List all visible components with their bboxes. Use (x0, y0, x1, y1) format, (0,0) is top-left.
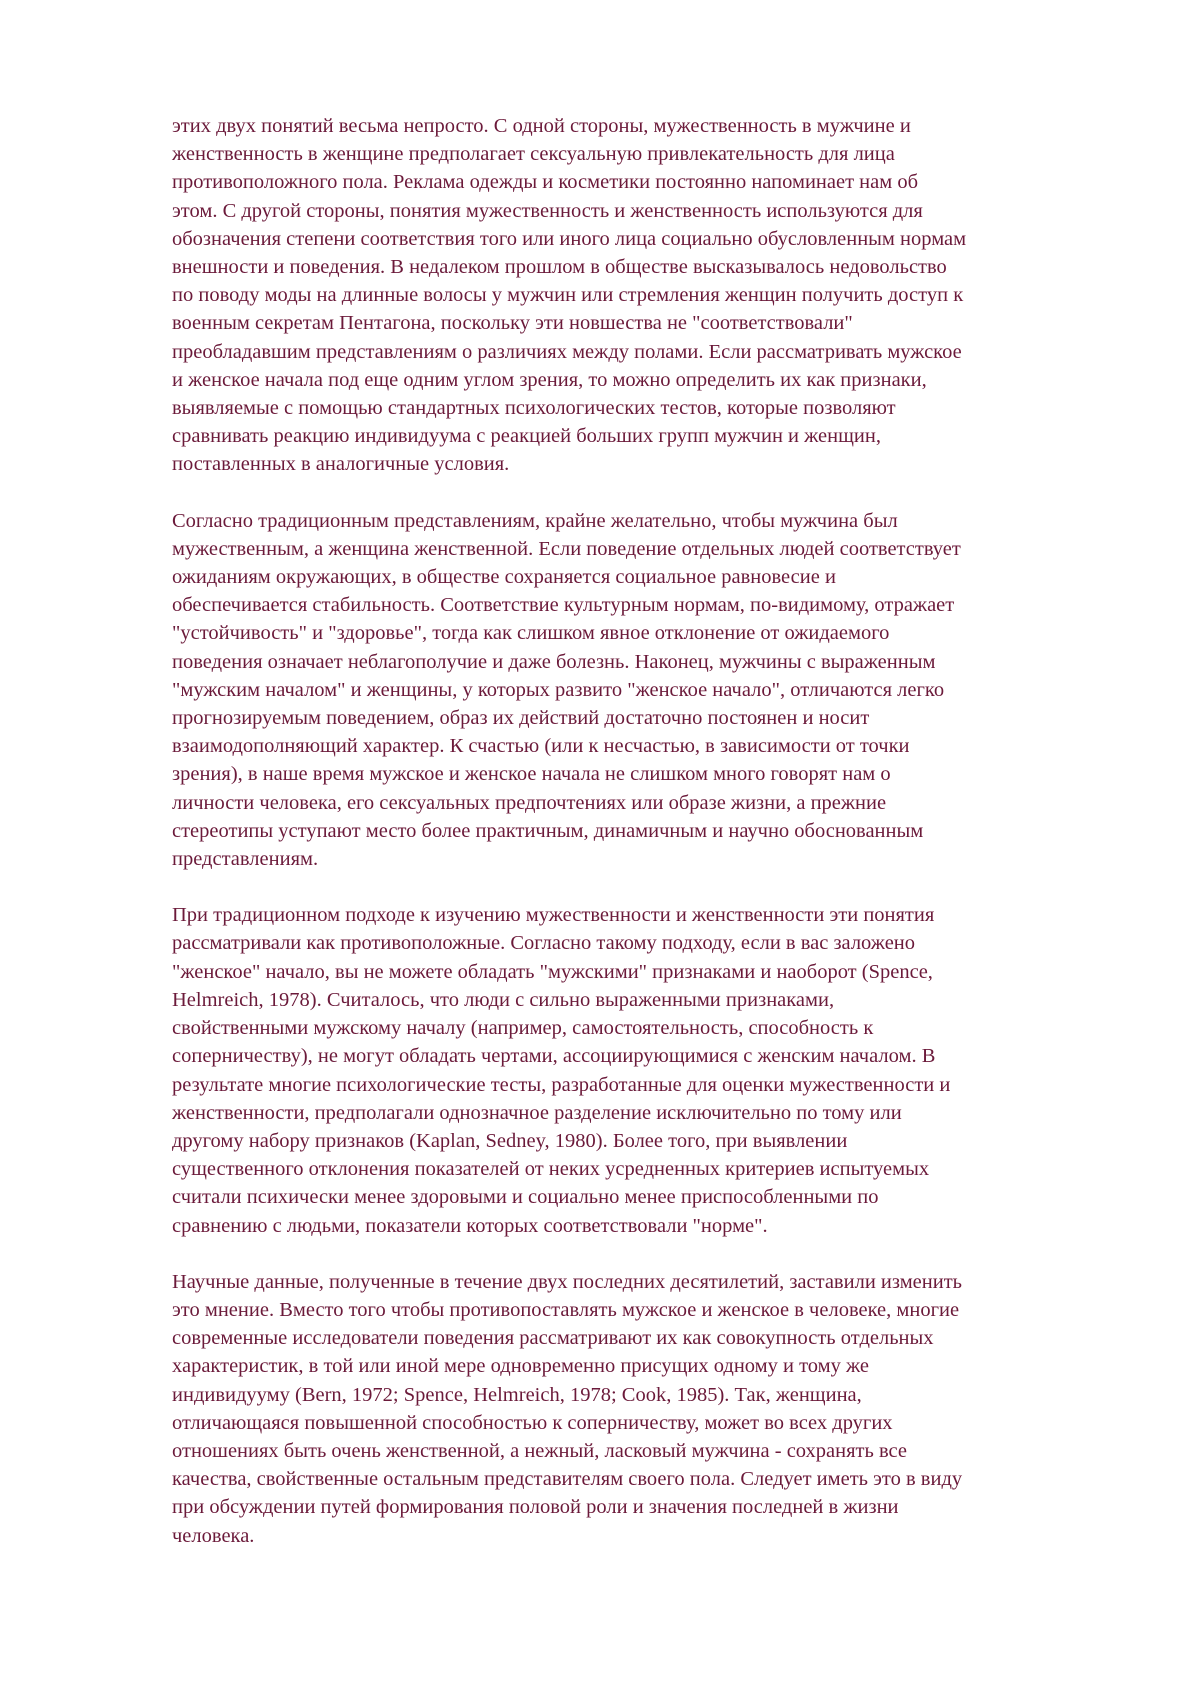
text-line: "женское" начало, вы не можете обладать "мужскими" признаками и наоборот (Spence, (172, 960, 933, 983)
text-line: свойственными мужскому началу (например, самостоятельность, способность к (172, 1017, 874, 1040)
paragraph (172, 901, 1132, 1239)
text-line: обеспечивается стабильность. Соответствие культурным нормам, по-видимому, отражает (172, 594, 955, 617)
text-line: сравнивать реакцию индивидуума с реакцией больших групп мужчин и женщин, (172, 425, 881, 448)
text-line: этом. С другой стороны, понятия мужественность и женственность используются для (172, 199, 923, 222)
text-line: и женское начала под еще одним углом зрения, то можно определить их как признаки, (172, 368, 927, 391)
text-line: "устойчивость" и "здоровье", тогда как слишком явное отклонение от ожидаемого (172, 622, 890, 645)
text-line: человека. (172, 1524, 255, 1547)
text-line: представлениям. (172, 848, 319, 871)
paragraph (172, 507, 1132, 874)
text-line: обозначения степени соответствия того или иного лица социально обусловленным нормам (172, 227, 967, 250)
text-line: это мнение. Вместо того чтобы противопоставлять мужское и женское в человеке, многие (172, 1298, 960, 1321)
text-line: при обсуждении путей формирования половой роли и значения последней в жизни (172, 1496, 899, 1519)
text-line: военным секретам Пентагона, поскольку эти новшества не "соответствовали" (172, 312, 853, 335)
text-line: соперничеству), не могут обладать чертами, ассоциирующимися с женским началом. В (172, 1045, 936, 1068)
text-line: поставленных в аналогичные условия. (172, 453, 510, 476)
text-line: отношениях быть очень женственной, а нежный, ласковый мужчина - сохранять все (172, 1439, 907, 1462)
text-line: существенного отклонения показателей от неких усредненных критериев испытуемых (172, 1158, 930, 1181)
text-line: внешности и поведения. В недалеком прошлом в обществе высказывалось недовольство (172, 256, 947, 279)
text-line: женственности, предполагали однозначное разделение исключительно по тому или (172, 1101, 902, 1124)
text-line: ожиданиям окружающих, в обществе сохраняется социальное равновесие и (172, 566, 836, 589)
text-line: считали психически менее здоровыми и социально менее приспособленными по (172, 1186, 879, 1209)
text-line: зрения), в наше время мужское и женское начала не слишком много говорят нам о (172, 763, 891, 786)
text-line: индивидууму (Bern, 1972; Spence, Helmreich, 1978; Cook, 1985). Так, женщина, (172, 1383, 862, 1406)
text-line: рассматривали как противоположные. Согласно такому подходу, если в вас заложено (172, 932, 916, 955)
text-line: качества, свойственные остальным представителям своего пола. Следует иметь это в виду (172, 1468, 963, 1491)
paragraph (172, 112, 1132, 479)
text-line: женственность в женщине предполагает сексуальную привлекательность для лица (172, 143, 895, 166)
text-line: результате многие психологические тесты, разработанные для оценки мужественности и (172, 1073, 951, 1096)
text-line: по поводу моды на длинные волосы у мужчин или стремления женщин получить доступ к (172, 284, 964, 307)
text-line: Согласно традиционным представлениям, крайне желательно, чтобы мужчина был (172, 509, 898, 532)
text-line: "мужским началом" и женщины, у которых развито "женское начало", отличаются легко (172, 678, 945, 701)
text-line: преобладавшим представлениям о различиях между полами. Если рассматривать мужское (172, 340, 962, 363)
document-body (172, 112, 1132, 1578)
text-line: отличающаяся повышенной способностью к соперничеству, может во всех других (172, 1411, 893, 1434)
text-line: Helmreich, 1978). Считалось, что люди с сильно выраженными признаками, (172, 988, 835, 1011)
text-line: характеристик, в той или иной мере одновременно присущих одному и тому же (172, 1355, 869, 1378)
text-line: прогнозируемым поведением, образ их действий достаточно постоянен и носит (172, 707, 870, 730)
text-line: выявляемые с помощью стандартных психологических тестов, которые позволяют (172, 397, 896, 420)
text-line: мужественным, а женщина женственной. Если поведение отдельных людей соответствует (172, 537, 961, 560)
text-line: При традиционном подходе к изучению мужественности и женственности эти понятия (172, 904, 935, 927)
text-line: противоположного пола. Реклама одежды и косметики постоянно напоминает нам об (172, 171, 919, 194)
text-line: взаимодополняющий характер. К счастью (или к несчастью, в зависимости от точки (172, 735, 910, 758)
text-line: современные исследователи поведения рассматривают их как совокупность отдельных (172, 1327, 934, 1350)
text-line: стереотипы уступают место более практичным, динамичным и научно обоснованным (172, 819, 924, 842)
text-line: Научные данные, полученные в течение двух последних десятилетий, заставили изменить (172, 1270, 963, 1293)
text-line: другому набору признаков (Kaplan, Sedney, 1980). Более того, при выявлении (172, 1129, 848, 1152)
text-line: личности человека, его сексуальных предпочтениях или образе жизни, а прежние (172, 791, 887, 814)
text-line: этих двух понятий весьма непросто. С одной стороны, мужественность в мужчине и (172, 115, 911, 137)
text-line: поведения означает неблагополучие и даже болезнь. Наконец, мужчины с выраженным (172, 650, 936, 673)
paragraph (172, 1268, 1132, 1550)
text-line: сравнению с людьми, показатели которых соответствовали "норме". (172, 1214, 768, 1237)
